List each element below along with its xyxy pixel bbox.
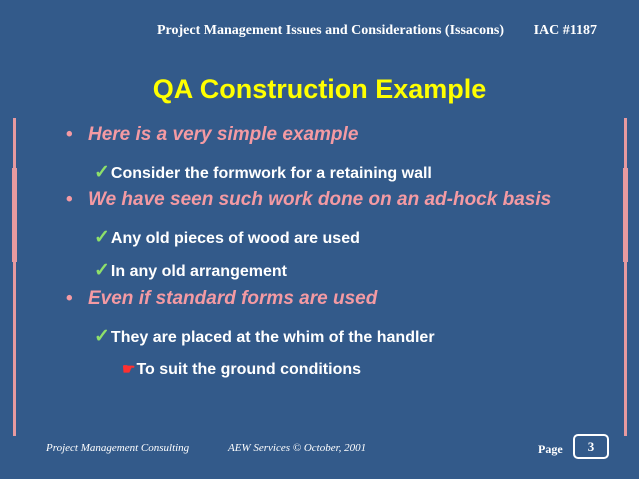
course-code: IAC #1187 [533,23,597,38]
footer-company: Project Management Consulting [46,442,190,454]
sub-item-text: In any old arrangement [110,263,287,280]
bullet-dot-icon: • [66,288,73,309]
bullet-item [66,189,551,211]
bullet-item [66,124,358,146]
bullet-text: We have seen such work done on an ad-hock basis [88,189,552,210]
right-accent-bar [624,118,627,436]
footer-page-label: Page [538,442,563,456]
right-accent-bar-highlight-2 [623,214,628,262]
sub-sub-item-text: To suit the ground conditions [136,361,362,378]
sub-item [94,325,435,348]
sub-item [94,226,360,249]
page-number-badge: 3 [573,434,609,459]
left-accent-bar-highlight-2 [12,214,17,262]
sub-item-text: Consider the formwork for a retaining wall [110,165,432,182]
bullet-text: Here is a very simple example [88,124,359,145]
check-icon: ✓ [94,162,110,183]
left-accent-bar [13,118,16,436]
sub-item-text: Any old pieces of wood are used [110,230,360,247]
bullet-text: Even if standard forms are used [88,288,378,309]
pointing-hand-icon: ☛ [122,361,136,378]
course-title: Project Management Issues and Considerations (Issacons) [157,23,505,38]
check-icon: ✓ [94,260,110,281]
sub-item [94,161,432,184]
check-icon: ✓ [94,227,110,248]
bullet-item [66,288,377,310]
sub-item-text: They are placed at the whim of the handler [110,329,435,346]
slide-title: QA Construction Example [152,74,487,104]
bullet-dot-icon: • [66,189,73,210]
footer-copyright: AEW Services © October, 2001 [228,442,367,454]
sub-sub-item [122,360,361,379]
right-accent-bar-highlight-1 [623,168,628,214]
sub-item [94,259,287,282]
check-icon: ✓ [94,326,110,347]
bullet-dot-icon: • [66,124,73,145]
left-accent-bar-highlight-1 [12,168,17,214]
